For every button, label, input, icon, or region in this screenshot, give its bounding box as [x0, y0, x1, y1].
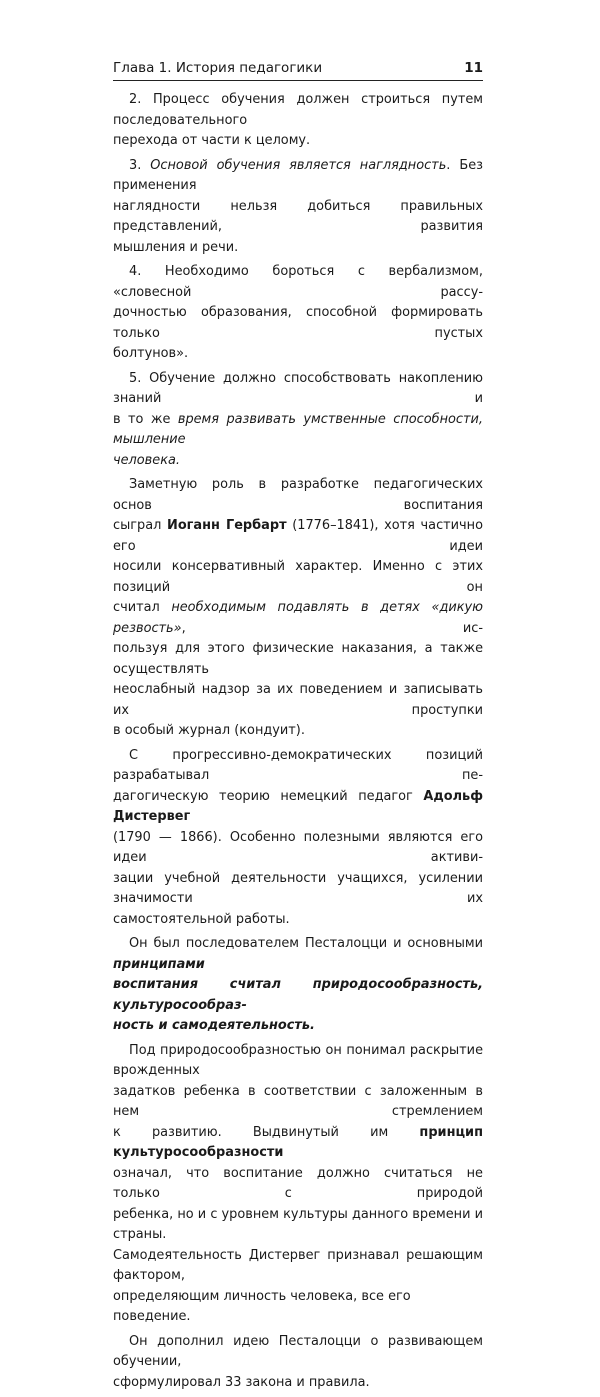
- emphasis-run: необходимым подавлять в детях «дикую резвость»: [113, 600, 484, 636]
- text-line: [113, 721, 483, 742]
- text-run: Он дополнил идею Песталоцци о развивающем обучении,: [113, 1333, 483, 1369]
- text-run: Заметную роль в разработке педагогических основ воспитания: [113, 477, 483, 513]
- text-run: Под природосообразностью он понимал раскрытие врожденных: [113, 1042, 483, 1078]
- paragraph: [113, 369, 483, 472]
- text-run: в то же: [113, 411, 178, 427]
- text-line: [113, 1123, 483, 1164]
- text-line: [113, 557, 483, 598]
- text-line: [113, 1164, 483, 1205]
- chapter-title: Глава 1. История педагогики: [113, 60, 323, 76]
- text-run: 4. Необходимо бороться с вербализмом, «словесной рассу-: [113, 264, 483, 300]
- text-line: [113, 344, 483, 365]
- text-run: (1776–1841), хотя частично его идеи: [113, 518, 483, 554]
- text-run: 5. Обучение должно способствовать накоплению знаний и: [113, 370, 483, 406]
- text-line: [113, 934, 483, 975]
- emphasis-run: человека.: [113, 452, 180, 468]
- text-run: Самодеятельность Дистервег признавал решающим фактором,: [113, 1247, 483, 1283]
- text-line: [113, 910, 483, 931]
- text-run: С прогрессивно-демократических позиций разрабатывал пе-: [113, 747, 483, 783]
- emphasis-run: принципами: [113, 956, 205, 972]
- text-line: [113, 475, 483, 516]
- body-text: [113, 90, 483, 1397]
- page-number: 11: [464, 60, 483, 76]
- text-run: сформулировал 33 закона и правила.: [113, 1374, 370, 1390]
- text-line: [113, 1373, 483, 1394]
- emphasis-run: Адольф Дистервег: [113, 788, 483, 824]
- text-run: ребенка, но и с уровнем культуры данного времени и страны.: [113, 1206, 483, 1242]
- text-line: [113, 262, 483, 303]
- text-run: неослабный надзор за их поведением и записывать их проступки: [113, 682, 483, 718]
- text-run: пользуя для этого физические наказания, а также осуществлять: [113, 641, 483, 677]
- text-line: [113, 1287, 483, 1328]
- text-run: болтунов».: [113, 346, 189, 361]
- text-line: [113, 828, 483, 869]
- text-run: определяющим личность человека, все его поведение.: [113, 1288, 411, 1324]
- paragraph: [113, 475, 483, 742]
- running-head: [113, 58, 483, 78]
- text-line: [113, 156, 483, 197]
- text-run: сыграл: [113, 518, 168, 533]
- emphasis-run: ность и самодеятельность.: [113, 1018, 315, 1033]
- text-line: [113, 1332, 483, 1373]
- paragraph: [113, 90, 483, 152]
- text-line: [113, 410, 483, 451]
- text-run: к развитию. Выдвинутый им: [113, 1124, 420, 1140]
- paragraph: [113, 746, 483, 931]
- text-line: [113, 869, 483, 910]
- text-line: [113, 197, 483, 238]
- paragraph: [113, 262, 483, 365]
- text-run: задатков ребенка в соответствии с заложенным в нем стремлением: [113, 1083, 483, 1119]
- emphasis-run: время развивать умственные способности, мышление: [113, 411, 483, 447]
- text-line: [113, 131, 483, 152]
- text-line: [113, 680, 483, 721]
- text-run: мышления и речи.: [113, 239, 239, 255]
- header-rule: [113, 80, 483, 81]
- text-line: [113, 516, 483, 557]
- text-line: [113, 639, 483, 680]
- text-run: в особый журнал (кондуит).: [113, 723, 305, 738]
- emphasis-run: Иоганн Гербарт: [167, 518, 287, 533]
- text-line: [113, 451, 483, 472]
- text-run: (1790 — 1866). Особенно полезными являются его идеи активи-: [113, 829, 483, 865]
- text-line: [113, 975, 483, 1016]
- text-run: дочностью образования, способной формировать только пустых: [113, 305, 483, 341]
- text-line: [113, 90, 483, 131]
- text-run: означал, что воспитание должно считаться не только с природой: [113, 1165, 483, 1201]
- text-run: самостоятельной работы.: [113, 911, 290, 927]
- paragraph: [113, 1041, 483, 1328]
- emphasis-run: Основой обучения является наглядность: [150, 157, 447, 173]
- emphasis-run: принцип культуросообразности: [113, 1124, 483, 1160]
- paragraph: [113, 156, 483, 259]
- text-run: перехода от части к целому.: [113, 133, 311, 148]
- text-run: носили консервативный характер. Именно с этих позиций он: [113, 559, 483, 595]
- emphasis-run: воспитания считал природосообразность, культуросообраз-: [113, 977, 483, 1013]
- paragraph: [113, 1332, 483, 1394]
- text-run: 3.: [129, 157, 151, 173]
- text-line: [113, 238, 483, 259]
- text-line: [113, 369, 483, 410]
- text-run: зации учебной деятельности учащихся, усилении значимости их: [113, 870, 483, 906]
- text-line: [113, 1205, 483, 1246]
- text-run: . Без применения: [113, 157, 483, 193]
- text-line: [113, 1246, 483, 1287]
- text-run: дагогическую теорию немецкий педагог: [113, 788, 424, 804]
- text-run: Он был последователем Песталоцци и основными: [129, 936, 483, 951]
- text-line: [113, 598, 483, 639]
- text-run: , ис-: [181, 620, 483, 636]
- text-line: [113, 1082, 483, 1123]
- text-line: [113, 303, 483, 344]
- text-line: [113, 746, 483, 787]
- text-run: наглядности нельзя добиться правильных представлений, развития: [113, 198, 483, 234]
- text-line: [113, 1041, 483, 1082]
- text-run: 2. Процесс обучения должен строиться путем последовательного: [113, 92, 483, 128]
- text-line: [113, 1016, 483, 1037]
- text-run: считал: [113, 600, 172, 615]
- text-line: [113, 787, 483, 828]
- paragraph: [113, 934, 483, 1037]
